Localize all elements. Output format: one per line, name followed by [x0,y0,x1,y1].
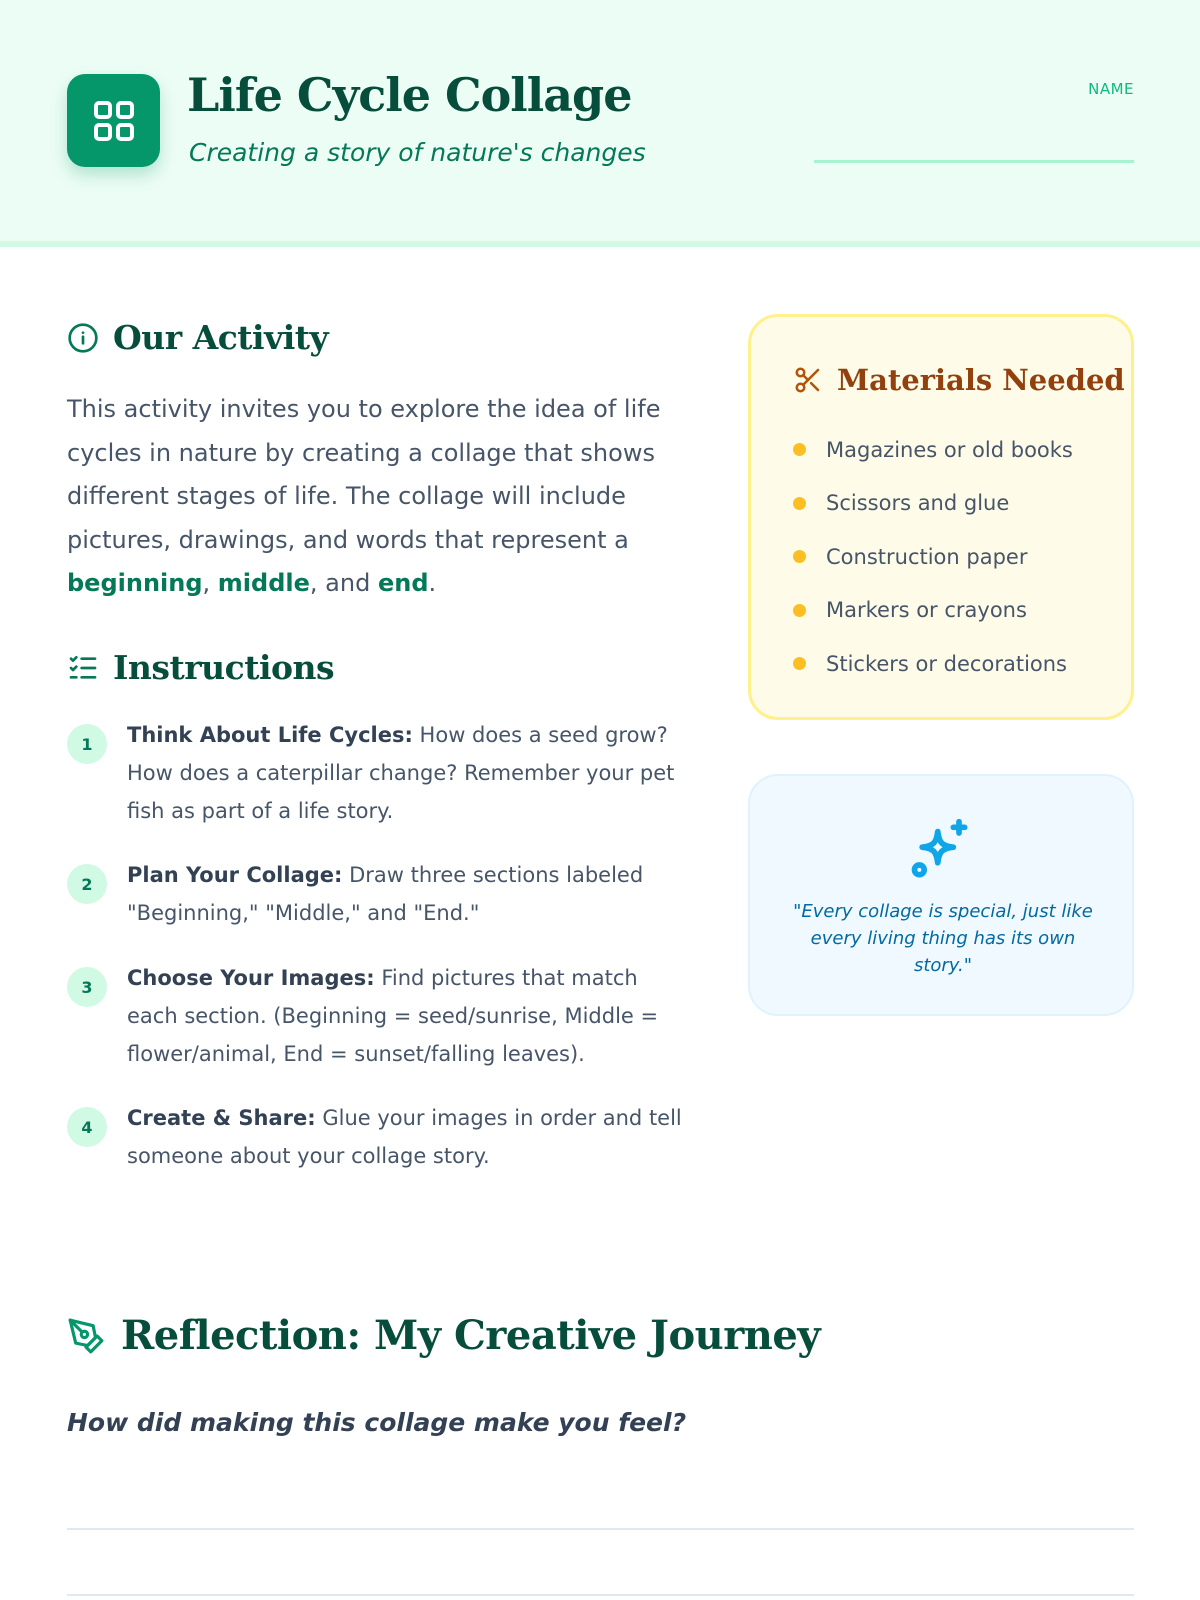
material-item [793,584,1073,638]
step-title: Choose Your Images: [127,966,375,990]
activity-heading [67,318,328,357]
checklist-icon [67,652,113,684]
material-label: Markers or crayons [826,598,1027,623]
page-title: Life Cycle Collage [187,68,632,122]
instructions-heading [67,648,334,687]
bullet-dot [793,497,806,510]
reflection-heading [67,1312,820,1359]
reflection-question: How did making this collage make you feel? [67,1408,687,1437]
sparkle-icon [908,816,976,888]
name-write-line[interactable] [814,160,1134,163]
step-text [127,716,687,830]
material-label: Stickers or decorations [826,651,1067,676]
activity-separator: , and [309,569,378,597]
step-number: 1 [67,724,107,764]
activity-text: This activity invites you to explore the idea of life cycles in nature by creating a collage that shows different stages of life. The collage will include pictures, drawings, and words that represent a [67,395,661,554]
answer-line[interactable] [67,1528,1134,1530]
header-banner [0,0,1200,247]
step-number: 4 [67,1107,107,1147]
page-subtitle: Creating a story of nature's changes [189,138,646,167]
step-number: 3 [67,967,107,1007]
bullet-dot [793,657,806,670]
instructions-heading-text: Instructions [113,648,335,687]
material-label: Construction paper [826,544,1028,569]
grid-icon [67,74,160,167]
material-item [793,530,1073,584]
pen-tool-icon [67,1317,105,1355]
material-label: Scissors and glue [826,491,1010,516]
info-icon [67,322,113,354]
bullet-dot [793,443,806,456]
materials-list [793,423,1073,691]
scissors-icon [793,365,823,395]
bullet-dot [793,550,806,563]
step-text [127,1099,687,1175]
step-number: 2 [67,864,107,904]
step-description: How does a seed grow? How does a caterpillar change? Remember your pet fish as part of a life story. [127,723,675,823]
step-text [127,959,687,1073]
keyword-middle: middle [217,569,310,597]
reflection-heading-text: Reflection: My Creative Journey [121,1312,821,1359]
activity-description [67,388,687,606]
activity-separator: , [202,569,218,597]
material-item [793,637,1073,691]
quote-card [748,774,1134,1016]
activity-heading-text: Our Activity [113,318,329,357]
step-description: Glue your images in order and tell someone about your collage story. [127,1106,682,1168]
step-description: Draw three sections labeled "Beginning," "Middle," and "End." [127,863,644,925]
step-text [127,856,687,932]
step-description: Find pictures that match each section. (Beginning = seed/sunrise, Middle = flower/animal, End = sunset/falling leaves). [127,966,659,1066]
material-label: Magazines or old books [826,437,1073,462]
keyword-end: end [377,569,429,597]
materials-card [748,314,1134,720]
materials-heading [793,363,1125,397]
keyword-beginning: beginning [67,569,203,597]
quote-text: "Every collage is special, just like every living thing has its own story." [793,901,1093,976]
step-title: Plan Your Collage: [127,863,343,887]
name-label: NAME [1088,80,1134,98]
step-title: Create & Share: [127,1106,316,1130]
bullet-dot [793,604,806,617]
step-title: Think About Life Cycles: [127,723,413,747]
material-item [793,423,1073,477]
materials-heading-text: Materials Needed [837,363,1125,397]
activity-period: . [428,569,437,597]
material-item [793,477,1073,531]
answer-line[interactable] [67,1594,1134,1596]
